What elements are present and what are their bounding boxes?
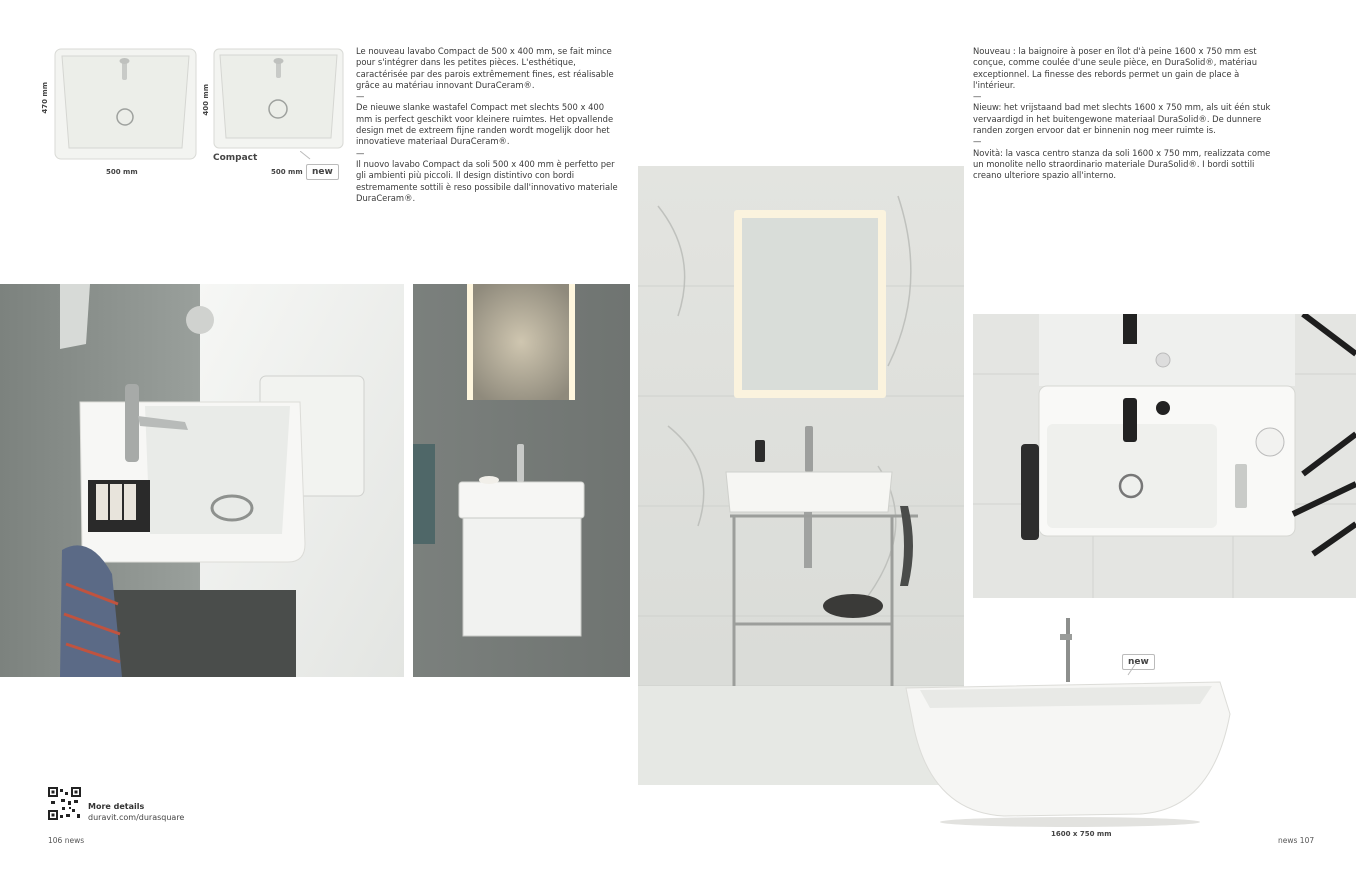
text-fr-right: Nouveau : la baignoire à poser en îlot d'à peine 1600 x 750 mm est conçue, comme coulée d'une seule pièce, en DuraSolid®, matériau exceptionnel. La finesse des rebords permet un gain de place à l'intérieur. (973, 46, 1258, 90)
new-badge-left: new (306, 159, 339, 178)
text-nl-left: De nieuwe slanke wastafel Compact met slechts 500 x 400 mm is perfect geschikt voor kleinere ruimtes. Het opvallende design met de extreem fijne randen wordt mogelijk door het innovatieve materiaal DuraCeram®. (356, 102, 614, 147)
text-nl-right: Nieuw: het vrijstaand bad met slechts 1600 x 750 mm, als uit één stuk vervaardigd in het buitengewone materiaal DuraSolid®. De dunnere randen zorgen ervoor dat er binnenin nog meer ruimte is. (973, 102, 1271, 136)
right-text-column (973, 46, 1273, 182)
separator: — (973, 136, 982, 147)
more-details-url[interactable]: duravit.com/durasquare (88, 813, 185, 822)
left-text-column (356, 46, 618, 204)
separator: — (356, 91, 365, 102)
photo-basin-topview (973, 314, 1356, 598)
text-it-right: Novità: la vasca centro stanza da soli 1600 x 750 mm, realizzata come un monolite nello straordinario materiale DuraSolid®. I bordi sottili creano ulteriore spazio all'interno. (973, 147, 1271, 181)
new-badge-right: new (1122, 649, 1155, 668)
text-fr-left: Le nouveau lavabo Compact de 500 x 400 mm, se fait mince pour s'intégrer dans les petites pièces. L'esthétique, caractérisée par des parois extrêmement fines, est réalisable grâce au matériau innovant DuraCeram®. (356, 46, 614, 90)
qr-code[interactable] (48, 787, 81, 820)
basin-2-width-label: 500 mm (271, 168, 303, 176)
basin-1-width-label: 500 mm (106, 168, 138, 176)
separator: — (356, 147, 365, 158)
page-folio-left: 106 news (48, 836, 85, 845)
basin-2-drawing (213, 48, 344, 149)
basin-1-height-label: 470 mm (41, 82, 49, 114)
compact-label: Compact (213, 153, 258, 163)
tub-dimension-label: 1600 x 750 mm (1051, 830, 1112, 838)
more-details-label: More details (88, 802, 145, 811)
bathtub-image (900, 618, 1240, 828)
separator: — (973, 91, 982, 102)
page-folio-right: news 107 (1278, 836, 1315, 845)
text-it-left: Il nuovo lavabo Compact da soli 500 x 400 mm è perfetto per gli ambienti più piccoli. Il design distintivo con bordi estremamente sottili è reso possibile dall'innovativo materiale DuraCeram®. (356, 158, 618, 203)
basin-1-drawing (54, 48, 197, 160)
photo-compact-vanity (413, 284, 630, 677)
basin-2-height-label: 400 mm (202, 84, 210, 116)
photo-basin-closeup (0, 284, 404, 677)
